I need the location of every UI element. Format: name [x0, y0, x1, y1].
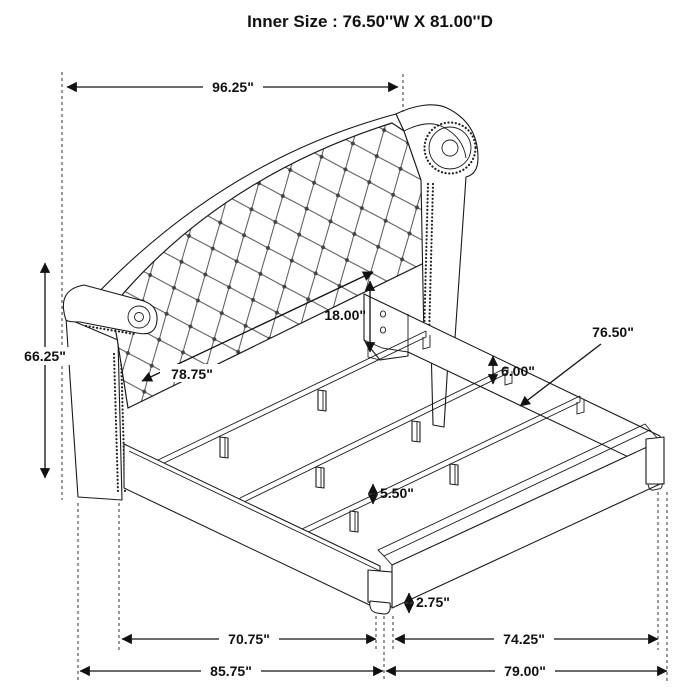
headboard-left-stile	[66, 318, 125, 500]
dim-label-slat-leg-height: 5.50"	[380, 485, 414, 501]
dim-label-slat-rail-length: 76.50"	[592, 324, 634, 340]
headboard-tufted-panel	[93, 114, 426, 408]
dim-overall-width	[386, 662, 667, 679]
dim-slat-leg-height	[373, 484, 414, 504]
dim-label-overall-depth: 85.75"	[210, 663, 252, 679]
dim-label-foot-rail-length: 74.25"	[503, 631, 545, 647]
inner-size-title: Inner Size : 76.50''W X 81.00''D	[247, 12, 493, 31]
dim-headboard-width	[67, 78, 398, 95]
dim-side-rail-length	[122, 630, 376, 647]
dim-label-side-rail-length: 70.75"	[228, 631, 270, 647]
front-left-corner-foot	[368, 570, 392, 614]
right-corner-foot	[646, 437, 664, 490]
dim-label-headboard-width: 96.25"	[212, 79, 254, 95]
dim-label-headboard-clearance: 18.00"	[324, 307, 366, 323]
bed-drawing	[63, 105, 664, 614]
left-side-rail	[124, 444, 380, 610]
dim-label-headboard-inner-width: 78.75"	[171, 366, 213, 382]
dim-label-front-foot-height: 2.75"	[416, 594, 450, 610]
dim-foot-rail-length	[395, 630, 658, 647]
dim-label-side-rail-height: 6.00"	[501, 363, 535, 379]
dim-overall-depth	[80, 662, 383, 679]
dim-slat-rail-length	[520, 324, 634, 406]
dim-front-foot-height	[409, 593, 450, 613]
dim-label-headboard-height: 66.25"	[24, 348, 66, 364]
dim-label-overall-width: 79.00"	[504, 663, 546, 679]
